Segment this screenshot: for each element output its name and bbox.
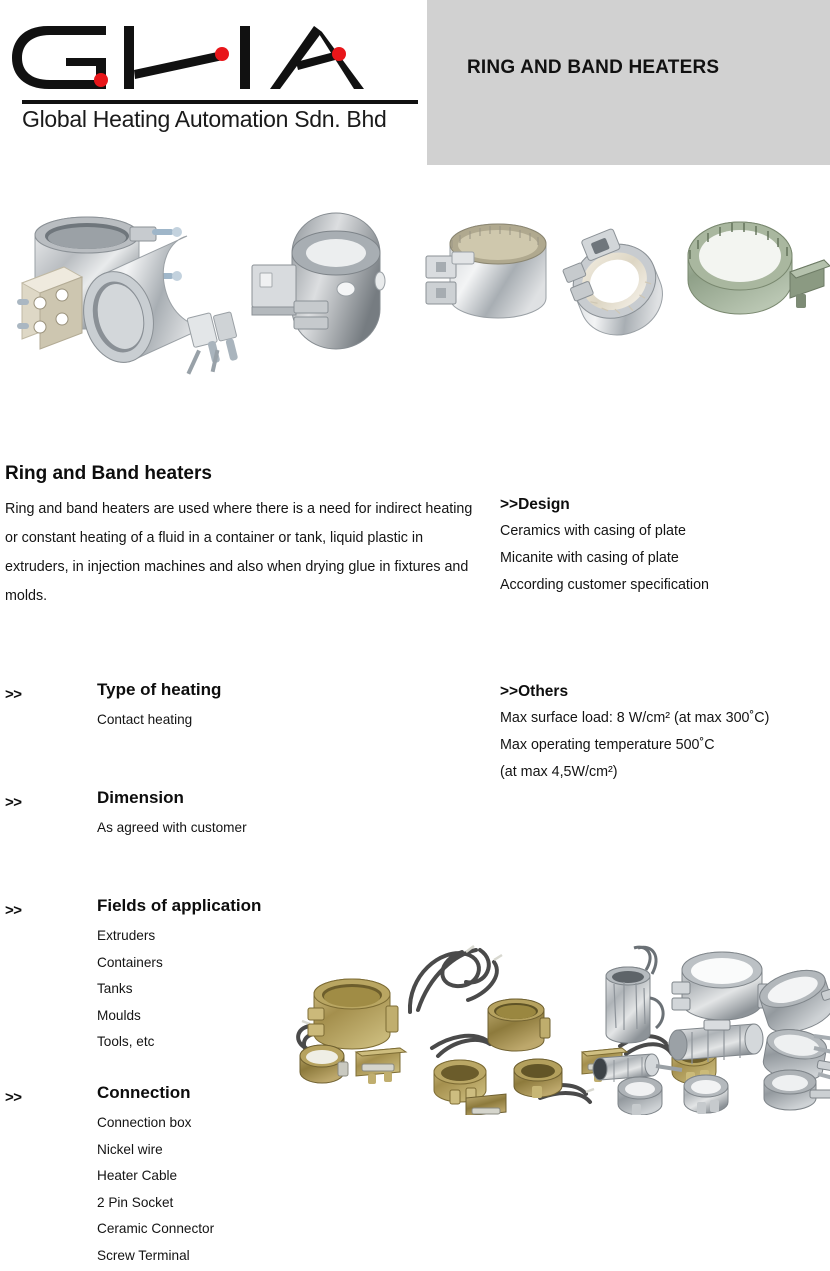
section-title: Type of heating <box>97 680 222 699</box>
section-title: Connection <box>97 1083 191 1102</box>
list-item: Nickel wire <box>97 1141 163 1157</box>
page-header <box>0 0 830 165</box>
list-item: Ceramic Connector <box>97 1221 215 1236</box>
section-marker: >> <box>5 686 22 703</box>
list-item: Tanks <box>97 981 133 996</box>
design-block <box>500 496 830 599</box>
logo-accent-dot <box>332 47 346 61</box>
list-item: Screw Terminal <box>97 1247 190 1263</box>
page-title: RING AND BAND HEATERS <box>467 57 720 78</box>
intro-body: Ring and band heaters are used where there is a need for indirect heating or constant heating of a fluid in a container or tank, liquid plastic in extruders, in injection machines and also when drying glue in fixtures and molds. <box>5 501 473 604</box>
design-line: According customer specification <box>500 577 709 593</box>
steel-heater-cluster <box>593 947 830 1115</box>
list-item: Contact heating <box>97 712 193 727</box>
title-pane <box>427 0 830 165</box>
logo-tagline: Global Heating Automation Sdn. Bhd <box>22 106 387 132</box>
product-gallery-bottom <box>290 940 830 1115</box>
list-item: Moulds <box>97 1007 141 1023</box>
section-marker: >> <box>5 1089 22 1106</box>
company-logo <box>8 18 420 138</box>
product-gallery-top-image <box>0 165 830 433</box>
list-item: Connection box <box>97 1115 192 1130</box>
section-items <box>97 1110 417 1269</box>
gha-logomark-icon <box>8 18 420 96</box>
logo-accent-dot <box>94 73 108 87</box>
list-item: Containers <box>97 954 163 970</box>
logo-divider-rule <box>22 100 418 104</box>
others-line: (at max 4,5W/cm²) <box>500 764 618 780</box>
section-title: Dimension <box>97 788 184 807</box>
intro-title: Ring and Band heaters <box>5 463 212 484</box>
list-item: Tools, etc <box>97 1034 155 1049</box>
list-item: As agreed with customer <box>97 820 247 835</box>
product-gallery-bottom-image <box>290 940 830 1115</box>
list-item: 2 Pin Socket <box>97 1194 174 1210</box>
design-heading: >>Design <box>500 496 570 513</box>
design-line: Micanite with casing of plate <box>500 550 679 566</box>
logo-pane <box>0 0 427 165</box>
section-title: Fields of application <box>97 896 262 915</box>
section-marker: >> <box>5 902 22 919</box>
product-gallery-top <box>0 165 830 433</box>
others-line: Max surface load: 8 W/cm² (at max 300˚C) <box>500 710 770 726</box>
section-items <box>97 815 417 842</box>
section-marker: >> <box>5 794 22 811</box>
others-heading: >>Others <box>500 683 569 700</box>
others-block <box>500 683 830 786</box>
logo-accent-dot <box>215 47 229 61</box>
list-item: Extruders <box>97 928 156 943</box>
section-items <box>97 707 417 734</box>
design-line: Ceramics with casing of plate <box>500 523 686 539</box>
list-item: Heater Cable <box>97 1168 178 1183</box>
others-line: Max operating temperature 500˚C <box>500 737 715 753</box>
